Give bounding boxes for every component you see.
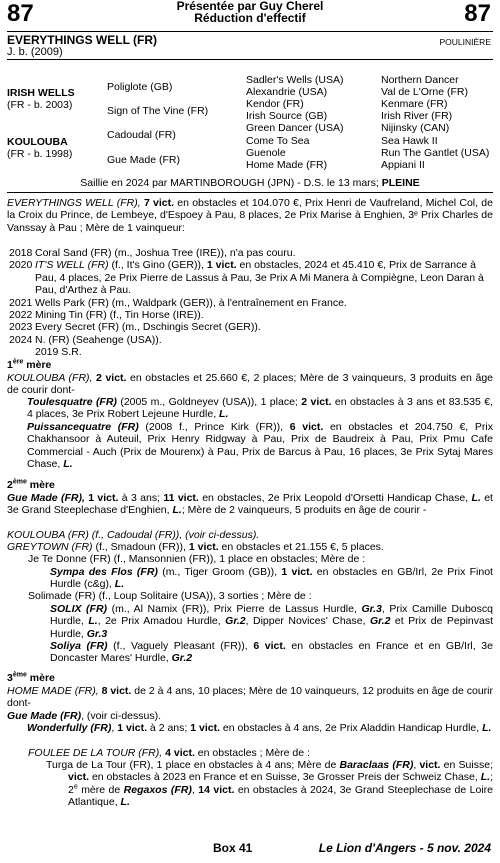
line-name: Soliya (FR): [50, 640, 108, 652]
line-detail: en obstacles à 2023 en France et en Suisse, 3e Grosser Preis der Schweiz Chase,: [89, 771, 481, 784]
dam-record-text: en obstacles et 104.070 €, Prix Henri de Vaufreland, Michel Col, de la Croix du Prince, de Lembeye, d'Espoey à Pau, 8 places, 2e Prix Marise à Enghien, 3ᵉ Prix Charles de Vanssay à Pau ; Mère de 1 vainqueur:: [7, 197, 493, 234]
produce-year: 2020: [9, 259, 33, 272]
line-detail: en obstacles en GB/Irl, 2e Prix Finot Hurdle (c&g),: [50, 566, 493, 591]
line-grade: L.: [480, 771, 491, 784]
line-detail: , (voir ci-dessus).: [81, 710, 162, 722]
mere2-word: mère: [29, 479, 55, 491]
reason-line: Réduction d'effectif: [194, 11, 306, 25]
mere1-num: 1: [7, 359, 13, 371]
header-rule: [7, 31, 493, 32]
line-grade: L.: [114, 578, 125, 591]
sire-detail: (FR - b. 2003): [7, 99, 73, 111]
line-detail: Turga de La Tour (FR), 1 place en obstacles à 4 ans; Mère de: [46, 759, 340, 771]
line-detail: en obstacles ; Mère de :: [194, 747, 310, 759]
mere3-name: HOME MADE (FR),: [7, 685, 99, 697]
line-grade: Gr.3: [86, 627, 108, 640]
line-detail: (m., Tiger Groom (GB)),: [157, 566, 282, 578]
child-detail: en obstacles et 204.750 €, Prix Chakhansoor à Auteuil, Prix Henry Ridgway à Pau, Prix de Baudreix à Pau, Prix Pmu Cafe Commercial - Auch (Prix de Mourenx) à Pau, Prix de Barcus à Pau, 16 places, 3e Prix Sytaj Mares Chase,: [27, 421, 493, 471]
child-grade: L.: [63, 458, 73, 471]
mere3-line-2: [7, 722, 493, 734]
sire-name: IRISH WELLS: [7, 87, 75, 99]
produce-text: Every Secret (FR) (m., Dschingis Secret (GER)).: [35, 321, 261, 334]
gen3-6: Come To Sea: [246, 135, 310, 147]
mere2-grade: L.: [172, 504, 182, 517]
child-name: Puissancequatre (FR): [27, 421, 139, 433]
gen3-8: Home Made (FR): [246, 159, 328, 171]
line-wins: 14 vict.: [198, 783, 235, 796]
mere1-text: en obstacles et 25.660 €, 2 places; Mère de 3 vainqueurs, 3 produits en âge de courir dont-: [7, 372, 493, 397]
produce-text: N. (FR) (Seahenge (USA)).: [35, 333, 162, 346]
mere3-sup: ème: [12, 671, 27, 679]
line-name: Baraclaas (FR): [339, 759, 414, 771]
child-detail: (2005 m., Goldneyev (USA)), 1 place;: [116, 396, 302, 408]
mere3-num: 3: [7, 672, 13, 684]
line-detail: en obstacles et 21.155 €, 5 places.: [218, 541, 384, 553]
footer-event: Le Lion d'Angers - 5 nov. 2024: [318, 841, 491, 855]
produce-list: [7, 247, 493, 359]
line-wins: vict.: [419, 759, 441, 771]
gen2-1: Poliglote (GB): [107, 81, 173, 93]
produce-text: Coral Sand (FR) (m., Joshua Tree (IRE)), n'a pas couru.: [35, 247, 296, 259]
produce-detail: en obstacles, 2024 et 45.410 €, Prix de Sarrance à Pau, 4 places, 2e Prix Pierre de Lassus à Pau, 3e Prix A Mi Manera à Compiègne, Leon Daran à Pau, d'Arthez à Pau.: [35, 259, 484, 297]
covering-text: Saillie en 2024 par MARTINBOROUGH (JPN) - D.S. le 13 mars;: [80, 177, 379, 189]
dam-record-wins: 7 vict.: [143, 197, 175, 209]
mere2-wins: 11 vict.: [163, 492, 199, 504]
gen4-4: Irish River (FR): [381, 110, 453, 122]
mere1-intro: [7, 372, 493, 397]
line-detail: , Dipper Novices' Chase,: [245, 615, 370, 628]
mere1-child-1: [7, 396, 493, 421]
line-detail: ; 2: [68, 771, 493, 796]
mere2-line-7: [28, 640, 493, 665]
mere2-text: en obstacles, 2e Prix Leopold d'Orsetti Handicap Chase,: [198, 492, 472, 504]
mere3-line-3: [28, 747, 310, 759]
lot-number-right: 87: [464, 0, 491, 27]
mere3-line-4: [46, 759, 493, 809]
covering-line: [0, 177, 500, 189]
produce-row: [7, 346, 493, 358]
line-detail: mère de: [77, 783, 124, 796]
mere2-sup: ème: [12, 478, 27, 486]
produce-year: 2022: [9, 309, 33, 322]
produce-text: [35, 259, 493, 296]
gen4-1: Northern Dancer: [381, 74, 459, 86]
horse-category: POULINIÈRE: [439, 37, 491, 47]
dam-record: [7, 197, 493, 234]
line-detail: en Suisse;: [440, 759, 493, 771]
produce-year: 2021: [9, 296, 33, 309]
line-grade: Gr.2: [225, 615, 246, 628]
line-name: Regaxos (FR): [123, 783, 192, 796]
line-detail: en obstacles à 4 ans, 2e Prix Aladdin Handicap Hurdle,: [220, 722, 483, 734]
line-wins: 1 vict.: [117, 722, 148, 734]
line-wins: 1 vict.: [281, 566, 313, 578]
gen4-2: Val de L'Orne (FR): [381, 86, 469, 98]
line-wins: 6 vict.: [253, 640, 286, 652]
line-grade: L.: [482, 722, 492, 734]
line-name: GREYTOWN (FR): [7, 541, 93, 553]
line-detail: en obstacles à 2024, 3e Grand Steeplechase de Loire Atlantique,: [68, 783, 493, 809]
mere2-line-6: [28, 603, 493, 640]
line-detail: (m., Al Namix (FR)), Prix Pierre de Lassus Hurdle,: [107, 603, 362, 615]
line-sup: e: [73, 783, 78, 791]
mere2-line-1: KOULOUBA (FR) (f., Cadoudal (FR)), (voir ci-dessus).: [7, 529, 260, 541]
line-detail: (f., Smadoun (FR)),: [92, 541, 189, 553]
gen3-1: Sadler's Wells (USA): [246, 74, 344, 86]
mere3-title: [7, 672, 55, 684]
line-detail: , Prix Camille Duboscq Hurdle,: [50, 603, 493, 628]
line-name: Gue Made (FR): [7, 710, 82, 722]
gen4-8: Appiani II: [381, 159, 425, 171]
gen2-2: Sign of The Vine (FR): [107, 105, 209, 117]
produce-year: 2024: [9, 333, 33, 346]
gen3-3: Kendor (FR): [246, 98, 304, 110]
horse-name: EVERYTHINGS WELL (FR): [7, 33, 157, 47]
produce-row: [7, 297, 493, 309]
line-wins: vict.: [68, 771, 90, 784]
mere2-num: 2: [7, 479, 13, 491]
line-wins: 1 vict.: [188, 541, 219, 553]
mere1-title: [7, 359, 51, 371]
line-name: SOLIX (FR): [50, 603, 108, 615]
mere2-title: [7, 479, 55, 491]
mere2-text: et 3e Grand Steeplechase d'Enghien,: [7, 492, 493, 517]
gen3-4: Irish Source (GB): [246, 110, 328, 122]
mere2-grade: L.: [471, 492, 481, 504]
line-grade: L.: [88, 615, 98, 628]
line-wins: 1 vict.: [190, 722, 220, 734]
mere2-line-5: Solimade (FR) (f., Loup Solitaire (USA)), 3 sorties ; Mère de :: [28, 590, 312, 602]
child-detail: (2008 f., Prince Kirk (FR)),: [138, 421, 290, 433]
produce-detail: (f., It's Gino (GER)),: [108, 259, 207, 272]
child-wins: 2 vict.: [301, 396, 332, 408]
mere1-sup: ère: [12, 358, 24, 366]
mere3-line-1: [7, 710, 161, 722]
mere2-intro: [7, 492, 493, 517]
produce-year: 2023: [9, 321, 33, 334]
line-grade: Gr.3: [361, 603, 382, 615]
mere1-word: mère: [26, 359, 52, 371]
gen3-2: Alexandrie (USA): [246, 86, 328, 98]
gen4-3: Kenmare (FR): [381, 98, 448, 110]
line-name: FOULEE DE LA TOUR (FR),: [28, 747, 163, 759]
line-name: Sympa des Flos (FR): [50, 566, 158, 578]
dam-detail: (FR - b. 1998): [7, 148, 73, 160]
produce-row: [7, 259, 493, 296]
produce-year: 2018: [9, 247, 33, 259]
mere2-wins: 1 vict.: [88, 492, 119, 504]
mere3-wins: 8 vict.: [101, 685, 132, 697]
produce-text: 2019 S.R.: [35, 346, 82, 359]
covering-status: PLEINE: [381, 177, 420, 189]
line-grade: Gr.2: [171, 652, 193, 665]
produce-row: [7, 309, 493, 321]
line-name: Wonderfully (FR): [27, 722, 112, 734]
gen2-3: Cadoudal (FR): [107, 129, 176, 141]
mere2-text: à 3 ans;: [118, 492, 164, 504]
produce-text: Wells Park (FR) (m., Waldpark (GER)), à l'entraînement en France.: [35, 296, 347, 309]
child-name: Toulesquatre (FR): [27, 396, 117, 408]
mere2-line-3: Je Te Donne (FR) (f., Mansonnien (FR)), 1 place en obstacles; Mère de :: [28, 553, 366, 565]
produce-row: [7, 321, 493, 333]
gen4-7: Run The Gantlet (USA): [381, 147, 490, 159]
mere1-wins: 2 vict.: [96, 372, 127, 384]
line-detail: ,: [111, 722, 118, 734]
gen3-7: Guenole: [246, 147, 286, 159]
line-grade: L.: [120, 796, 130, 809]
child-wins: 6 vict.: [289, 421, 324, 433]
mere3-text: de 2 à 4 ans, 10 places; Mère de 10 vainqueurs, 12 produits en âge de courir dont-: [7, 685, 493, 710]
gen4-5: Nijinsky (CAN): [381, 122, 450, 134]
produce-year: [7, 346, 35, 358]
line-detail: en obstacles en France et en GB/Irl, 3e Doncaster Mares' Hurdle,: [50, 640, 493, 665]
mere2-text: ; Mère de 2 vainqueurs, 5 produits en âge de courir -: [181, 504, 427, 517]
mere3-word: mère: [29, 672, 55, 684]
gen2-4: Gue Made (FR): [107, 154, 180, 166]
gen4-6: Sea Hawk II: [381, 135, 438, 147]
produce-text: Mining Tin (FR) (f., Tin Horse (IRE)).: [35, 309, 204, 322]
line-detail: ,: [191, 783, 199, 796]
lot-number-left: 87: [7, 0, 34, 27]
line-detail: ,: [413, 759, 420, 771]
horse-birth: J. b. (2009): [7, 46, 63, 58]
footer-box: Box 41: [213, 841, 253, 855]
mere2-line-2: [7, 541, 384, 553]
pedigree-rule: [7, 59, 493, 60]
line-detail: (f., Vaguely Pleasant (FR)),: [107, 640, 254, 652]
consignor-line: Présentée par Guy Cherel: [176, 0, 324, 13]
child-grade: L.: [219, 408, 229, 421]
produce-wins: 1 vict.: [206, 259, 237, 272]
mere2-name: Gue Made (FR),: [7, 492, 85, 504]
child-detail: en obstacles à 3 ans et 83.535 €, 4 places, 3e Prix Robert Lejeune Hurdle,: [27, 396, 493, 421]
produce-row: [7, 334, 493, 346]
covering-rule: [7, 192, 493, 193]
line-detail: , 2e Prix Amadou Hurdle,: [97, 615, 226, 628]
gen3-5: Green Dancer (USA): [246, 122, 344, 134]
mere3-intro: [7, 685, 493, 710]
line-detail: à 2 ans;: [147, 722, 191, 734]
mere1-name: KOULOUBA (FR),: [7, 372, 93, 384]
line-wins: 4 vict.: [165, 747, 195, 759]
line-grade: Gr.2: [370, 615, 391, 628]
produce-name: IT'S WELL (FR): [35, 259, 109, 272]
dam-name: KOULOUBA: [7, 136, 68, 148]
mere1-child-2: [7, 421, 493, 471]
produce-row: [7, 247, 493, 259]
mere2-line-4: [28, 566, 493, 591]
dam-record-name: EVERYTHINGS WELL (FR),: [7, 197, 141, 209]
line-detail: et Prix de Pepinvast Hurdle,: [50, 615, 493, 640]
